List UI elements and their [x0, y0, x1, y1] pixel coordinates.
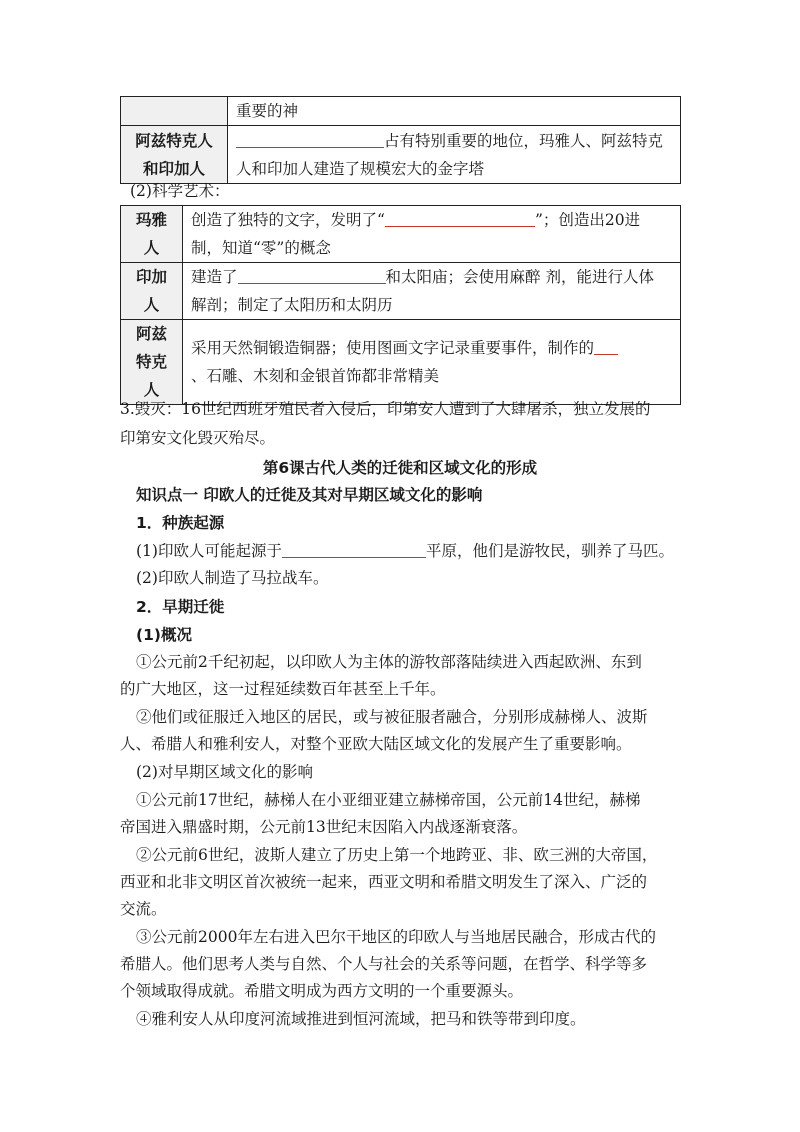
paragraph-line: 帝国进入鼎盛时期，公元前13世纪末因陷入内战逐渐衰落。: [120, 818, 528, 836]
item-text: (1)印欧人可能起源于: [136, 542, 282, 560]
cell-text: 占有特别重要的地位，玛雅人、阿兹特克: [384, 131, 664, 150]
table-header-aztec: [121, 320, 183, 405]
knowledge-point-heading: 知识点一 印欧人的迁徙及其对早期区域文化的影响: [136, 486, 483, 504]
subheading-overview: (1)概况: [136, 626, 192, 644]
paragraph-line: ②公元前6世纪，波斯人建立了历史上第一个地跨亚、非、欧三洲的大帝国，: [136, 846, 658, 864]
item-text: 平原，他们是游牧民，驯养了马匹。: [425, 542, 674, 560]
cell-text: 采用天然铜锻造铜器；使用图画文字记录重要事件，制作的: [191, 339, 595, 357]
destroy-text-line1: 3.毁灭：16世纪西班牙殖民者入侵后，印第安人遭到了大肆屠杀，独立发展的: [120, 400, 651, 418]
table-cell-text: [183, 320, 681, 405]
table-cell-text: [228, 126, 681, 184]
cell-text: 解剖；制定了太阳历和太阴历: [191, 296, 393, 314]
header-line: 印加: [135, 268, 167, 286]
destroy-text-line2: 印第安文化毁灭殆尽。: [120, 429, 276, 447]
paragraph-line: 西亚和北非文明区首次被统一起来，西亚文明和希腊文明发生了深入、广泛的: [120, 873, 648, 891]
header-line: 玛雅: [135, 211, 167, 229]
paragraph-line: 希腊人。他们思考人类与自然、个人与社会的关系等问题，在哲学、科学等多: [120, 955, 648, 973]
fill-blank[interactable]: [238, 266, 386, 284]
table-cell-text: [228, 97, 681, 126]
paragraph-line: ④雅利安人从印度河流域推进到恒河流域，把马和铁等带到印度。: [136, 1010, 586, 1028]
cell-text: 创造了独特的文字，发明了“: [191, 211, 385, 229]
paragraph-line: 人、希腊人和雅利安人，对整个亚欧大陆区域文化的发展产生了重要影响。: [120, 735, 632, 753]
table-cell-empty: [121, 97, 228, 126]
cell-text: 制，知道“零”的概念: [191, 239, 331, 257]
science-art-table: [120, 205, 681, 405]
science-label: (2)科学艺术：: [130, 182, 230, 200]
cell-text: 、石雕、木刻和金银首饰都非常精美: [191, 367, 440, 385]
section-heading-migration: 2．早期迁徙: [136, 598, 225, 616]
header-line: 阿兹: [135, 325, 167, 343]
cell-text: 重要的神: [236, 102, 299, 120]
header-line: 阿兹特克人: [135, 131, 213, 150]
paragraph-line: 的广大地区，这一过程延续数百年甚至上千年。: [120, 680, 446, 698]
cell-text: ”；创造出20进: [534, 211, 641, 229]
table-cell-text: [183, 263, 681, 320]
origin-item-2: (2)印欧人制造了马拉战车。: [136, 569, 329, 587]
cell-text: 建造了: [191, 268, 238, 286]
table-header-maya: [121, 206, 183, 263]
civilization-table-top: [120, 96, 681, 184]
fill-blank[interactable]: [385, 209, 535, 227]
header-line: 人: [143, 381, 160, 399]
fill-blank[interactable]: [282, 540, 426, 558]
paragraph-line: ③公元前2000年左右进入巴尔干地区的印欧人与当地居民融合，形成古代的: [136, 928, 656, 946]
paragraph-line: ①公元前2千纪初起，以印欧人为主体的游牧部落陆续进入西起欧洲、东到: [136, 653, 642, 671]
paragraph-line: 个领域取得成就。希腊文明成为西方文明的一个重要源头。: [120, 982, 524, 1000]
table-cell-text: [183, 206, 681, 263]
table-header-aztec-inca: [121, 126, 228, 184]
fill-blank[interactable]: [236, 130, 384, 148]
cell-text: 和太阳庙；会使用麻醉 剂，能进行人体: [385, 268, 654, 286]
header-line: 和印加人: [142, 159, 205, 178]
origin-item-1: [136, 540, 674, 562]
subheading-influence: (2)对早期区域文化的影响: [136, 763, 313, 781]
paragraph-line: ②他们或征服迁入地区的居民，或与被征服者融合，分别形成赫梯人、波斯: [136, 708, 648, 726]
paragraph-line: 交流。: [120, 900, 167, 918]
lesson-title: 第6课古代人类的迁徙和区域文化的形成: [262, 459, 538, 477]
header-line: 特克: [135, 353, 167, 371]
header-line: 人: [143, 239, 160, 257]
header-line: 人: [143, 296, 160, 314]
paragraph-line: ①公元前17世纪，赫梯人在小亚细亚建立赫梯帝国，公元前14世纪，赫梯: [136, 791, 641, 809]
section-heading-origin: 1．种族起源: [136, 514, 225, 532]
table-header-inca: [121, 263, 183, 320]
fill-blank[interactable]: [594, 337, 618, 355]
cell-text: 人和印加人建造了规模宏大的金字塔: [236, 159, 485, 178]
